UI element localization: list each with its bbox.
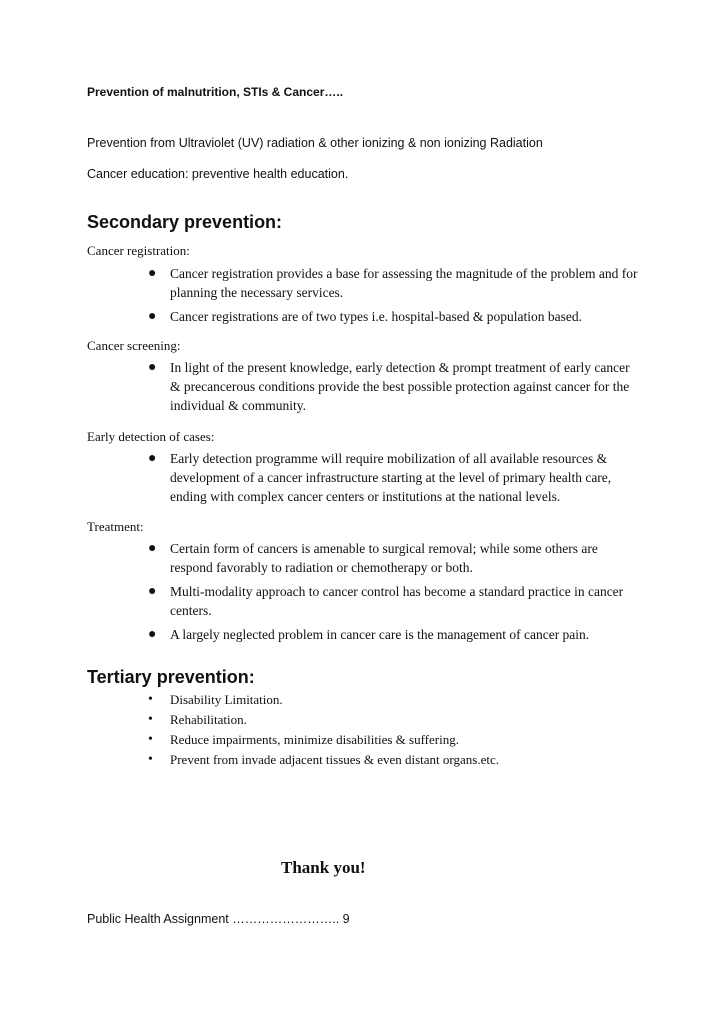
bullet-icon: ● — [148, 584, 157, 599]
list-item: • Rehabilitation. — [148, 710, 499, 730]
list-item: • Prevent from invade adjacent tissues & even distant organs.etc. — [148, 750, 499, 770]
bullet-icon: • — [148, 752, 153, 767]
cancer-registration-list — [148, 264, 640, 326]
bullet-icon: ● — [148, 451, 157, 466]
cancer-screening-label: Cancer screening: — [87, 338, 181, 353]
list-item: ● In light of the present knowledge, early detection & prompt treatment of early cancer & precancerous conditions provide the best possible protection against cancer for the individual & community. — [148, 360, 630, 413]
cancer-education-line: Cancer education: preventive health education. — [87, 167, 349, 181]
bullet-icon: ● — [148, 309, 157, 324]
early-detection-label: Early detection of cases: — [87, 429, 215, 444]
list-item: ● Certain form of cancers is amenable to surgical removal; while some others are respond favorably to radiation or chemotherapy or both. — [148, 541, 598, 575]
list-item: ● Multi-modality approach to cancer control has become a standard practice in cancer centers. — [148, 584, 624, 618]
list-item: • Reduce impairments, minimize disabilities & suffering. — [148, 730, 499, 750]
list-item: • Disability Limitation. — [148, 690, 499, 710]
page-header: Prevention of malnutrition, STIs & Cancer….. — [87, 85, 344, 99]
cancer-registration-label: Cancer registration: — [87, 243, 190, 258]
bullet-icon: ● — [148, 360, 157, 375]
cancer-screening-list — [148, 358, 640, 415]
list-item: ● Cancer registrations are of two types i.e. hospital-based & population based. — [148, 309, 583, 324]
thank-you-text: Thank you! — [281, 858, 366, 877]
secondary-prevention-heading: Secondary prevention: — [87, 212, 283, 232]
bullet-icon: ● — [148, 266, 157, 281]
list-item: ● A largely neglected problem in cancer care is the management of cancer pain. — [148, 627, 590, 642]
bullet-icon: • — [148, 712, 153, 727]
list-item: ● Early detection programme will require mobilization of all available resources & development of a cancer infrastructure starting at the level of primary health care, ending with complex cancer centers or institutions at the national levels. — [148, 451, 612, 504]
tertiary-prevention-heading: Tertiary prevention: — [87, 667, 255, 687]
page-footer: Public Health Assignment …………………….. 9 — [87, 912, 350, 926]
treatment-list — [148, 539, 640, 644]
uv-prevention-line: Prevention from Ultraviolet (UV) radiation & other ionizing & non ionizing Radiation — [87, 136, 543, 150]
treatment-label: Treatment: — [87, 519, 144, 534]
list-item: ● Cancer registration provides a base for assessing the magnitude of the problem and for planning the necessary services. — [148, 266, 638, 300]
early-detection-list — [148, 449, 640, 506]
bullet-icon: ● — [148, 627, 157, 642]
tertiary-prevention-list — [148, 690, 499, 770]
bullet-icon: • — [148, 732, 153, 747]
bullet-icon: • — [148, 692, 153, 707]
bullet-icon: ● — [148, 541, 157, 556]
